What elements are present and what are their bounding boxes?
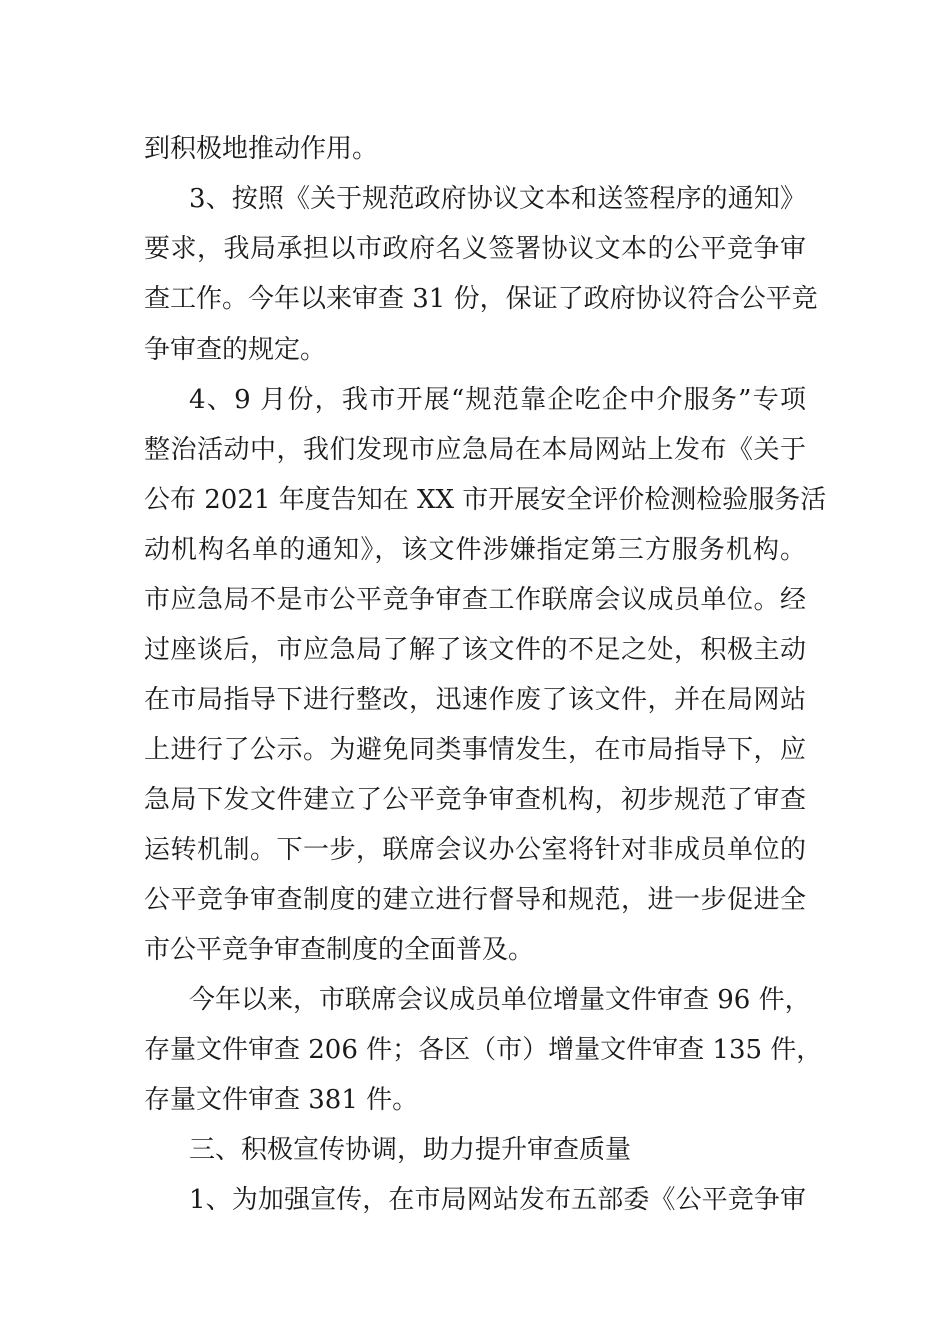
text-line: 查工作。今年以来审查 31 份，保证了政府协议符合公平竞 bbox=[144, 284, 818, 314]
section-3-heading: 三、积极宣传协调，助力提升审查质量 bbox=[189, 1135, 632, 1165]
text-line: 争审查的规定。 bbox=[144, 335, 327, 365]
text-line: 市应急局不是市公平竞争审查工作联席会议成员单位。经 bbox=[144, 585, 806, 615]
text-line: 市公平竞争审查制度的全面普及。 bbox=[144, 935, 535, 965]
paragraph-3-heading: 3、按照《关于规范政府协议文本和送签程序的通知》 bbox=[189, 184, 806, 214]
paragraph-1-heading: 1、为加强宣传，在市局网站发布五部委《公平竞争审 bbox=[189, 1185, 806, 1215]
text-line: 存量文件审查 206 件；各区（市）增量文件审查 135 件， bbox=[144, 1035, 823, 1065]
text-line: 动机构名单的通知》，该文件涉嫌指定第三方服务机构。 bbox=[144, 535, 806, 565]
paragraph-4-heading: 4、9 月份，我市开展“规范靠企吃企中介服务”专项 bbox=[189, 385, 806, 415]
text-line: 存量文件审查 381 件。 bbox=[144, 1085, 419, 1115]
text-line: 整治活动中，我们发现市应急局在本局网站上发布《关于 bbox=[144, 435, 806, 465]
text-line: 运转机制。下一步，联席会议办公室将针对非成员单位的 bbox=[144, 835, 806, 865]
text-line: 要求，我局承担以市政府名义签署协议文本的公平竞争审 bbox=[144, 234, 806, 264]
text-line: 公布 2021 年度告知在 XX 市开展安全评价检测检验服务活 bbox=[144, 485, 827, 515]
text-line: 在市局指导下进行整改，迅速作废了该文件，并在局网站 bbox=[144, 685, 806, 715]
text-line: 上进行了公示。为避免同类事情发生，在市局指导下，应 bbox=[144, 735, 806, 765]
summary-paragraph-start: 今年以来，市联席会议成员单位增量文件审查 96 件， bbox=[189, 985, 811, 1015]
text-line: 急局下发文件建立了公平竞争审查机构，初步规范了审查 bbox=[144, 785, 806, 815]
text-line: 公平竞争审查制度的建立进行督导和规范，进一步促进全 bbox=[144, 885, 806, 915]
text-line: 到积极地推动作用。 bbox=[144, 134, 379, 164]
text-line: 过座谈后，市应急局了解了该文件的不足之处，积极主动 bbox=[144, 635, 806, 665]
